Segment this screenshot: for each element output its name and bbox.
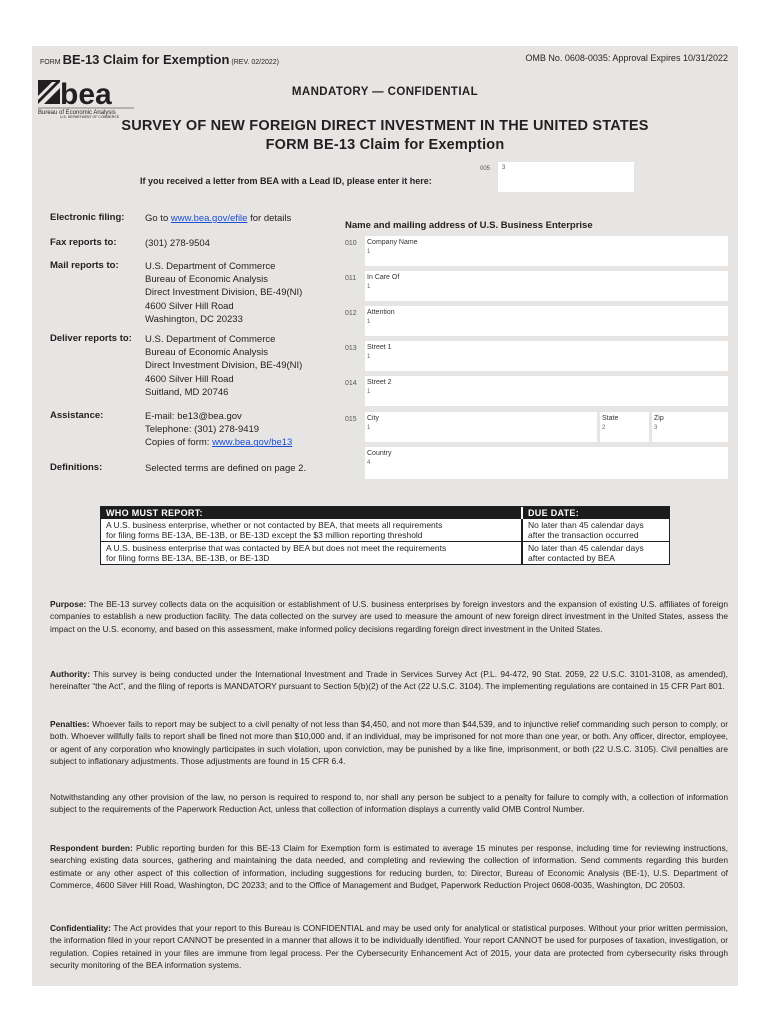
who-must-report-header: WHO MUST REPORT: <box>101 507 522 519</box>
due-date-header: DUE DATE: <box>522 507 669 519</box>
in-care-of-input[interactable]: In Care Of 1 <box>365 271 728 301</box>
field-number-014: 014 <box>345 380 357 387</box>
attention-input[interactable]: Attention 1 <box>365 306 728 336</box>
form-page <box>32 46 738 986</box>
field-number-013: 013 <box>345 345 357 352</box>
field-number-010: 010 <box>345 240 357 247</box>
penalties-paragraph: Penalties: Whoever fails to report may be subject to a civil penalty of not less than $4,450, and not more than $44,539, and to injunctive relief commanding such person to comply, or both. Whoever willfully fails to report shall be fined not more than $10,000 and, if an individual, may be imprisoned for not more than one year, or both. Any officer, director, employee, or agent of any corporation who knowingly participates in such violation, upon conviction, may be punished by a like fine, imprisonment, or both (22 U.S.C. 3105). Civil penalties are subject to inflationary adjustments. Those adjustments are found in 15 CFR 6.4. <box>50 719 728 767</box>
mail-label: Mail reports to: <box>50 260 119 271</box>
deliver-address: U.S. Department of Commerce Bureau of Economic Analysis Direct Investment Division, BE-49(NI) 4600 Silver Hill Road Suitland, MD 20746 <box>145 334 303 398</box>
country-input[interactable]: Country 4 <box>365 447 728 479</box>
confidentiality-paragraph: Confidentiality: The Act provides that your report to this Bureau is CONFIDENTIAL and may be used only for analytical or statistical purposes. Without your prior written permission, the information filed in your report CANNOT be presented in a manner that allows it to be individually identified. Your report CANNOT be used for purposes of taxation, investigation, or regulation. Copies retained in your files are immune from legal process. Per the Cybersecurity Enhancement Act of 2015, your data are protected from cybersecurity risks through security monitoring of the BEA information systems. <box>50 923 728 971</box>
zip-input[interactable]: Zip 3 <box>652 412 728 442</box>
notwithstanding-paragraph: Notwithstanding any other provision of the law, no person is required to respond to, nor shall any person be subject to a penalty for failure to comply with, a collection of information subject to the requirements of the Paperwork Reduction Act, unless that collection of information displays a currently valid OMB Control Number. <box>50 792 728 815</box>
who-must-report-table <box>100 506 670 565</box>
lead-id-input[interactable] <box>498 162 634 192</box>
street2-input[interactable]: Street 2 1 <box>365 376 728 406</box>
form-title: BE-13 Claim for Exemption <box>62 52 230 67</box>
electronic-filing-label: Electronic filing: <box>50 212 125 223</box>
who-cell: A U.S. business enterprise that was contacted by BEA but does not meet the requirements for filing forms BE-13A, BE-13B, or BE-13D <box>106 543 447 563</box>
mail-address: U.S. Department of Commerce Bureau of Economic Analysis Direct Investment Division, BE-49(NI) 4600 Silver Hill Road Washington, DC 20233 <box>145 261 303 325</box>
field-number-011: 011 <box>345 275 357 282</box>
purpose-paragraph: Purpose: The BE-13 survey collects data on the acquisition or establishment of U.S. business enterprises by foreign investors and the expansion of existing U.S. affiliates of foreign companies to establish a new production facility. The data collected on the survey are used to measure the amount of new foreign direct investment in the United States, assess the impact on the U.S. economy, and based on this assessment, make informed policy decisions regarding foreign direct investment in the United States. <box>50 599 728 634</box>
logo-subtext: Bureau of Economic Analysis <box>38 110 116 116</box>
due-cell: No later than 45 calendar days after the transaction occurred <box>522 519 669 542</box>
be13-link[interactable]: www.bea.gov/be13 <box>212 437 293 449</box>
form-prefix: FORM <box>40 59 61 66</box>
authority-paragraph: Authority: This survey is being conducted under the International Investment and Trade in Services Survey Act (P.L. 94-472, 90 Stat. 2059, 22 U.S.C. 3101-3108, as amended), hereinafter “the Act”, and the filing of reports is MANDATORY pursuant to Section 5(b)(2) of the Act (22 U.S.C. 3104). The implementing regulations are contained in 15 CFR Part 801. <box>50 669 728 692</box>
survey-title: SURVEY OF NEW FOREIGN DIRECT INVESTMENT IN THE UNITED STATES <box>121 118 649 134</box>
who-cell: A U.S. business enterprise, whether or not contacted by BEA, that meets all requirements for filing forms BE-13A, BE-13B, or BE-13D except the $3 million reporting threshold <box>101 519 522 542</box>
due-cell: No later than 45 calendar days after contacted by BEA <box>522 542 669 565</box>
lead-id-sub: 3 <box>502 165 506 171</box>
form-header-line <box>40 52 279 67</box>
logo-subtext2: U.S. DEPARTMENT OF COMMERCE <box>60 115 120 118</box>
fax-label: Fax reports to: <box>50 237 117 248</box>
table-row <box>101 542 669 565</box>
company-name-input[interactable]: Company Name 1 <box>365 236 728 266</box>
lead-id-field-number: 005 <box>480 166 491 172</box>
street1-input[interactable]: Street 1 1 <box>365 341 728 371</box>
omb-number: OMB No. 0608-0035: Approval Expires 10/31/2022 <box>525 53 728 63</box>
form-revision: (REV. 02/2022) <box>231 59 279 66</box>
city-state-zip-row <box>365 412 728 442</box>
definitions-label: Definitions: <box>50 462 103 473</box>
fax-value: (301) 278-9504 <box>145 238 210 249</box>
name-address-heading: Name and mailing address of U.S. Business Enterprise <box>345 220 593 231</box>
field-number-015: 015 <box>345 416 357 423</box>
lead-id-question: If you received a letter from BEA with a Lead ID, please enter it here: <box>140 176 432 186</box>
electronic-filing-value: Go to www.bea.gov/efile for details <box>145 213 292 224</box>
mandatory-notice: MANDATORY — CONFIDENTIAL <box>291 86 479 98</box>
table-row <box>101 519 669 542</box>
deliver-label: Deliver reports to: <box>50 333 132 344</box>
burden-paragraph: Respondent burden: Public reporting burden for this BE-13 Claim for Exemption form is estimated to average 15 minutes per response, including time for reviewing instructions, searching existing data sources, gathering and maintaining the data needed, and completing and reviewing the collection of information. Send comments regarding this burden estimate or any other aspect of this collection of information, including suggestions for reducing burden, to: Director, Bureau of Economic Analysis (BE-1), U.S. Department of Commerce, 4600 Silver Hill Road, Washington, DC 20233; and to the Office of Management and Budget, Paperwork Reduction Project 0608-0035, Washington, DC 20503. <box>50 843 729 891</box>
assistance-label: Assistance: <box>50 410 104 421</box>
field-number-012: 012 <box>345 310 357 317</box>
efile-link[interactable]: www.bea.gov/efile <box>170 213 248 224</box>
logo-wordmark: bea <box>60 78 112 111</box>
form-subtitle: FORM BE-13 Claim for Exemption <box>265 137 505 153</box>
assistance-info: E-mail: be13@bea.gov Telephone: (301) 278-9419 Copies of form: www.bea.gov/be13 <box>145 411 293 449</box>
city-input[interactable]: City 1 <box>365 412 597 442</box>
definitions-value: Selected terms are defined on page 2. <box>145 463 307 474</box>
state-input[interactable]: State 2 <box>600 412 649 442</box>
